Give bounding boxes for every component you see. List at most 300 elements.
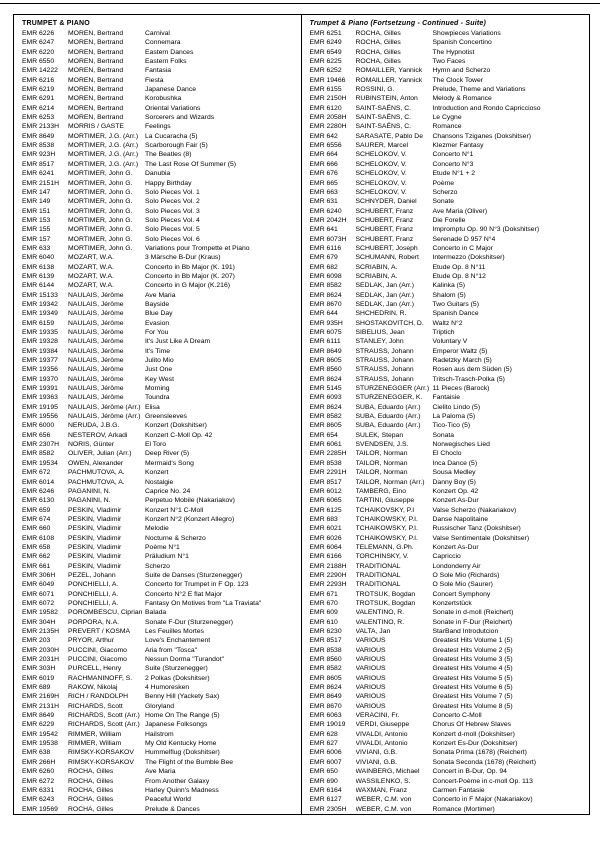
piece-title: Kalinka (5) bbox=[432, 282, 465, 290]
composer-name: SUBA, Eduardo (Arr.) bbox=[355, 403, 421, 411]
piece-title: Japanese Dance bbox=[145, 86, 197, 94]
composer-name: TELEMANN, G.Ph. bbox=[355, 543, 414, 551]
composer-name: VERACINI, Fr. bbox=[355, 712, 400, 720]
piece-title: Konzert As-Dur bbox=[432, 497, 479, 505]
piece-title: Nostalgie bbox=[145, 478, 174, 486]
emr-number: EMR 644 bbox=[309, 310, 338, 318]
emr-number: EMR 6130 bbox=[22, 497, 55, 505]
catalog-row bbox=[310, 468, 587, 477]
piece-title: Blue Day bbox=[145, 310, 173, 318]
composer-name: NAULAIS, Jérôme bbox=[68, 385, 124, 393]
catalog-row bbox=[310, 580, 587, 589]
piece-title: Capriccio bbox=[432, 553, 461, 561]
emr-number: EMR 650 bbox=[309, 768, 338, 776]
emr-number: EMR 8538 bbox=[309, 459, 342, 467]
composer-name: SCHUBERT, Franz bbox=[355, 235, 414, 243]
piece-title: Valse Sentimentale (Dokshitser) bbox=[432, 534, 530, 542]
composer-name: MORRIS / GASTE bbox=[68, 123, 124, 131]
composer-name: VIVIANI, G.B. bbox=[355, 758, 398, 766]
emr-number: EMR 19363 bbox=[22, 394, 58, 402]
composer-name: SUBA, Eduardo (Arr.) bbox=[355, 422, 421, 430]
composer-name: NAULAIS, Jérôme bbox=[68, 319, 124, 327]
catalog-row bbox=[310, 739, 587, 748]
catalog-row bbox=[22, 328, 298, 337]
composer-name: ROCHA, Gilles bbox=[68, 786, 114, 794]
emr-number: EMR 8670 bbox=[309, 702, 342, 710]
composer-name: PAGANINI, N. bbox=[68, 497, 111, 505]
catalog-row bbox=[310, 104, 587, 113]
catalog-row bbox=[310, 421, 587, 430]
piece-title: Chansons Tziganes (Dokshitser) bbox=[432, 132, 531, 140]
piece-title: Konzert As-Dur bbox=[432, 543, 479, 551]
emr-number: EMR 2285H bbox=[309, 450, 347, 458]
emr-number: EMR 6073H bbox=[309, 235, 347, 243]
piece-title: El Toro bbox=[145, 441, 167, 449]
piece-title: Die Forelle bbox=[432, 216, 466, 224]
piece-title: From Another Galaxy bbox=[145, 777, 210, 785]
emr-number: EMR 6214 bbox=[22, 104, 55, 112]
emr-number: EMR 642 bbox=[309, 132, 338, 140]
composer-name: MOREN, Bertrand bbox=[68, 30, 124, 37]
piece-title: Sonate in F-Dur (Reichert) bbox=[432, 618, 513, 626]
catalog-row bbox=[22, 795, 298, 804]
catalog-row bbox=[310, 786, 587, 795]
piece-title: Concert in B-Dur, Op. 94 bbox=[432, 768, 507, 776]
piece-title: StarBand Introdutcion bbox=[432, 628, 499, 635]
composer-name: MORTIMER, J.G. (Arr.) bbox=[68, 151, 139, 159]
composer-name: ROCHA, Gilles bbox=[355, 30, 401, 37]
piece-title: Caprice No. 24 bbox=[145, 487, 191, 495]
catalog-row bbox=[310, 720, 587, 729]
emr-number: EMR 665 bbox=[309, 179, 338, 187]
catalog-row bbox=[310, 122, 587, 131]
catalog-row bbox=[22, 421, 298, 430]
emr-number: EMR 153 bbox=[22, 216, 51, 224]
emr-number: EMR 2030H bbox=[22, 646, 60, 654]
catalog-row bbox=[310, 552, 587, 561]
catalog-row bbox=[22, 449, 298, 458]
piece-title: Concert-Poème in c-moll Op. 113 bbox=[432, 777, 533, 785]
emr-number: EMR 2031H bbox=[22, 656, 60, 664]
section-title-continued: Trumpet & Piano (Fortsetzung - Continued - Suite) bbox=[309, 20, 486, 27]
catalog-row bbox=[310, 169, 587, 178]
section-title: TRUMPET & PIANO bbox=[22, 20, 90, 27]
composer-name: TCHAIKOWSKY, P.I. bbox=[355, 534, 418, 542]
composer-name: TROTSUK, Bogdan bbox=[355, 599, 416, 607]
composer-name: MORTIMER, John G. bbox=[68, 207, 133, 215]
catalog-row bbox=[310, 38, 587, 47]
emr-number: EMR 8649 bbox=[309, 693, 342, 701]
catalog-row bbox=[310, 207, 587, 216]
emr-number: EMR 8560 bbox=[309, 656, 342, 664]
piece-title: Chorus Of Hebrew Slaves bbox=[432, 721, 512, 729]
composer-name: MOREN, Bertrand bbox=[68, 95, 124, 103]
catalog-row bbox=[310, 636, 587, 645]
composer-name: PESKIN, Vladimir bbox=[68, 525, 122, 533]
catalog-row bbox=[310, 76, 587, 85]
piece-title: Sonata Seconda (1678) (Reichert) bbox=[432, 758, 537, 766]
composer-name: PORPORA, N.A. bbox=[68, 618, 119, 626]
catalog-row bbox=[310, 730, 587, 739]
composer-name: STANLEY, John bbox=[355, 338, 404, 346]
catalog-row bbox=[22, 524, 298, 533]
emr-number: EMR 6556 bbox=[309, 142, 342, 150]
catalog-row bbox=[22, 104, 298, 113]
emr-number: EMR 19019 bbox=[309, 721, 346, 729]
emr-number: EMR 19370 bbox=[22, 375, 58, 383]
piece-title: Spanish Dance bbox=[432, 310, 479, 318]
emr-number: EMR 5145 bbox=[309, 385, 342, 393]
emr-number: EMR 2042H bbox=[309, 216, 347, 224]
composer-name: MOZART, W.A. bbox=[68, 282, 114, 290]
emr-number: EMR 151 bbox=[22, 207, 51, 215]
composer-name: VALENTINO, R. bbox=[355, 609, 405, 617]
composer-name: MORTIMER, John G. bbox=[68, 235, 133, 243]
composer-name: PUCCINI, Giacomo bbox=[68, 646, 127, 654]
composer-name: RACHMANINOFF, S. bbox=[68, 674, 133, 682]
catalog-row bbox=[310, 57, 587, 66]
piece-title: Rosen aus dem Süden (5) bbox=[432, 366, 512, 374]
catalog-row bbox=[22, 599, 298, 608]
catalog-row bbox=[310, 179, 587, 188]
catalog-row bbox=[310, 515, 587, 524]
piece-title: Le Cygne bbox=[432, 114, 462, 122]
piece-title: Suite (Sturzenegger) bbox=[145, 665, 208, 673]
catalog-row bbox=[22, 777, 298, 786]
piece-title: Solo Pieces Vol. 4 bbox=[145, 216, 200, 224]
composer-name: RICHARDS, Scott (Arr.) bbox=[68, 721, 140, 729]
piece-title: Greatest Hits Volume 1 (5) bbox=[432, 637, 513, 645]
piece-title: Prelude & Dances bbox=[145, 805, 200, 813]
emr-number: EMR 306H bbox=[22, 571, 56, 579]
catalog-row bbox=[22, 674, 298, 683]
emr-number: EMR 6247 bbox=[22, 39, 55, 47]
composer-name: WEBER, C.M. von bbox=[355, 805, 412, 813]
composer-name: RICHARDS, Scott (Arr.) bbox=[68, 712, 140, 720]
composer-name: TRADITIONAL bbox=[355, 571, 401, 579]
catalog-row bbox=[310, 562, 587, 571]
emr-number: EMR 670 bbox=[309, 599, 338, 607]
composer-name: RIMMER, William bbox=[68, 730, 122, 738]
emr-number: EMR 8624 bbox=[309, 375, 342, 383]
catalog-row bbox=[22, 48, 298, 57]
composer-name: TORCHINSKY, V. bbox=[355, 553, 409, 561]
catalog-row bbox=[22, 244, 298, 253]
piece-title: Carmen Fantasie bbox=[432, 786, 485, 794]
emr-number: EMR 923H bbox=[22, 151, 56, 159]
piece-title: Eastern Dances bbox=[145, 48, 194, 56]
composer-name: MOREN, Bertrand bbox=[68, 48, 124, 56]
emr-number: EMR 935H bbox=[309, 319, 343, 327]
composer-name: VIVALDI, Antonio bbox=[355, 730, 408, 738]
composer-name: VARIOUS bbox=[355, 646, 386, 654]
catalog-row bbox=[310, 534, 587, 543]
emr-number: EMR 8538 bbox=[22, 142, 55, 150]
emr-number: EMR 8582 bbox=[309, 282, 342, 290]
emr-number: EMR 6139 bbox=[22, 272, 55, 280]
piece-title: Präludium N°1 bbox=[145, 553, 189, 561]
emr-number: EMR 147 bbox=[22, 188, 51, 196]
emr-number: EMR 6120 bbox=[309, 104, 342, 112]
catalog-row bbox=[310, 356, 587, 365]
composer-name: SHCHEDRIN, R. bbox=[355, 310, 407, 318]
catalog-row bbox=[22, 76, 298, 85]
catalog-row bbox=[22, 767, 298, 776]
catalog-row bbox=[310, 291, 587, 300]
catalog-table bbox=[13, 14, 590, 815]
piece-title: Sorcerers and Wizards bbox=[145, 114, 215, 122]
catalog-row bbox=[22, 150, 298, 159]
emr-number: EMR 2151H bbox=[22, 179, 60, 187]
composer-name: PESKIN, Vladimir bbox=[68, 515, 122, 523]
composer-name: STURZENEGGER, K. bbox=[355, 394, 423, 402]
piece-title: Bayside bbox=[145, 300, 170, 308]
composer-name: ROSSINI, G. bbox=[355, 86, 395, 94]
piece-title: La Paloma (5) bbox=[432, 413, 476, 421]
emr-number: EMR 8517 bbox=[22, 160, 55, 168]
composer-name: PUCCINI, Giacomo bbox=[68, 656, 127, 664]
catalog-row bbox=[310, 412, 587, 421]
piece-title: Love's Enchantement bbox=[145, 637, 211, 645]
piece-title: Concerto C-Moll bbox=[432, 712, 482, 720]
catalog-row bbox=[22, 94, 298, 103]
composer-name: WAXMAN, Franz bbox=[355, 786, 407, 794]
catalog-row bbox=[310, 627, 587, 636]
composer-name: VARIOUS bbox=[355, 665, 386, 673]
catalog-row bbox=[310, 66, 587, 75]
piece-title: Introduction and Rondo Capriccioso bbox=[432, 104, 541, 112]
catalog-row bbox=[310, 272, 587, 281]
catalog-row bbox=[22, 356, 298, 365]
composer-name: VALTA, Jan bbox=[355, 628, 391, 635]
piece-title: 4 Humoresken bbox=[145, 684, 190, 692]
composer-name: MORTIMER, John G. bbox=[68, 198, 133, 206]
emr-number: EMR 6063 bbox=[309, 712, 342, 720]
catalog-row bbox=[22, 468, 298, 477]
emr-number: EMR 660 bbox=[22, 525, 51, 533]
composer-name: SCHELOKOV, V. bbox=[355, 179, 407, 187]
emr-number: EMR 19466 bbox=[309, 76, 346, 84]
piece-title: Solo Pieces Vol. 1 bbox=[145, 188, 200, 196]
piece-title: Solo Pieces Vol. 3 bbox=[145, 207, 200, 215]
catalog-row bbox=[22, 235, 298, 244]
catalog-row bbox=[22, 487, 298, 496]
composer-name: PONCHIELLI, A. bbox=[68, 581, 119, 589]
piece-title: Deep River (5) bbox=[145, 450, 190, 458]
composer-name: TAILOR, Norman bbox=[355, 450, 408, 458]
catalog-row bbox=[22, 393, 298, 402]
composer-name: VIVIANI, G.B. bbox=[355, 749, 398, 757]
emr-number: EMR 2150H bbox=[309, 95, 347, 103]
catalog-row bbox=[310, 347, 587, 356]
composer-name: MOZART, W.A. bbox=[68, 272, 114, 280]
piece-title: Konzert C-Moll Op. 42 bbox=[145, 431, 213, 439]
composer-name: MORTIMER, John G. bbox=[68, 216, 133, 224]
piece-title: Ave Maria bbox=[145, 768, 176, 776]
catalog-row bbox=[22, 291, 298, 300]
composer-name: MOZART, W.A. bbox=[68, 263, 114, 271]
catalog-row bbox=[310, 375, 587, 384]
composer-name: SAINT-SAËNS, C. bbox=[355, 114, 412, 122]
emr-number: EMR 6251 bbox=[309, 30, 342, 37]
composer-name: VARIOUS bbox=[355, 684, 386, 692]
catalog-row bbox=[22, 337, 298, 346]
piece-title: Home On The Range (5) bbox=[145, 712, 220, 720]
composer-name: MORTIMER, J.G. (Arr.) bbox=[68, 160, 139, 168]
emr-number: EMR 8670 bbox=[309, 300, 342, 308]
emr-number: EMR 609 bbox=[309, 609, 338, 617]
catalog-row bbox=[22, 562, 298, 571]
piece-title: Emperor Waltz (5) bbox=[432, 347, 488, 355]
piece-title: Greatest Hits Volume 5 (5) bbox=[432, 674, 513, 682]
catalog-row bbox=[22, 440, 298, 449]
composer-name: WASSILENKO, S. bbox=[355, 777, 411, 785]
composer-name: SCRIABIN, A. bbox=[355, 263, 398, 271]
catalog-row bbox=[310, 160, 587, 169]
piece-title: Romance bbox=[432, 123, 462, 131]
composer-name: SCHUMANN, Robert bbox=[355, 254, 419, 262]
emr-number: EMR 14222 bbox=[22, 67, 58, 75]
piece-title: Solo Pieces Vol. 2 bbox=[145, 198, 200, 206]
emr-number: EMR 6166 bbox=[309, 553, 342, 561]
emr-number: EMR 671 bbox=[309, 590, 338, 598]
emr-number: EMR 666 bbox=[309, 160, 338, 168]
catalog-row bbox=[310, 216, 587, 225]
catalog-row bbox=[310, 767, 587, 776]
composer-name: MOREN, Bertrand bbox=[68, 114, 124, 122]
piece-title: Connemara bbox=[145, 39, 181, 47]
piece-title: Ave Maria (Oliver) bbox=[432, 207, 488, 215]
emr-number: EMR 6026 bbox=[309, 534, 342, 542]
composer-name: STRAUSS, Johann bbox=[355, 357, 414, 365]
piece-title: Morning bbox=[145, 385, 170, 393]
emr-number: EMR 672 bbox=[22, 469, 51, 477]
composer-name: ROMAILLER, Yannick bbox=[355, 76, 423, 84]
catalog-row bbox=[22, 506, 298, 515]
composer-name: SCHNYDER, Daniel bbox=[355, 198, 417, 206]
catalog-row bbox=[22, 216, 298, 225]
emr-number: EMR 2188H bbox=[309, 562, 347, 570]
catalog-row bbox=[310, 384, 587, 393]
composer-name: STRAUSS, Johann bbox=[355, 375, 414, 383]
emr-number: EMR 19534 bbox=[22, 459, 58, 467]
catalog-row bbox=[22, 85, 298, 94]
emr-number: EMR 6253 bbox=[22, 114, 55, 122]
piece-title: Two Faces bbox=[432, 58, 466, 66]
catalog-row bbox=[22, 543, 298, 552]
catalog-column-left bbox=[14, 15, 302, 814]
composer-name: TRADITIONAL bbox=[355, 562, 401, 570]
piece-title: Hailstrom bbox=[145, 730, 174, 738]
emr-number: EMR 2131H bbox=[22, 702, 60, 710]
composer-name: MORTIMER, John G. bbox=[68, 226, 133, 234]
composer-name: TROTSUK, Bogdan bbox=[355, 590, 416, 598]
emr-number: EMR 304H bbox=[22, 618, 56, 626]
piece-title: Cielito Lindo (5) bbox=[432, 403, 481, 411]
composer-name: NAULAIS, Jérôme bbox=[68, 338, 124, 346]
emr-number: EMR 19349 bbox=[22, 310, 58, 318]
catalog-row bbox=[22, 431, 298, 440]
catalog-row bbox=[22, 263, 298, 272]
composer-name: RICH / RANDOLPH bbox=[68, 693, 129, 701]
emr-number: EMR 6007 bbox=[309, 758, 342, 766]
piece-title: Prelude, Theme and Variations bbox=[432, 86, 526, 94]
composer-name: RAKOW, Nikolaj bbox=[68, 684, 118, 692]
piece-title: Greatest Hits Volume 7 (5) bbox=[432, 693, 513, 701]
emr-number: EMR 8624 bbox=[309, 684, 342, 692]
piece-title: Balada bbox=[145, 609, 167, 617]
catalog-row bbox=[22, 720, 298, 729]
composer-name: SCHUBERT, Franz bbox=[355, 216, 414, 224]
emr-number: EMR 8517 bbox=[309, 478, 342, 486]
piece-title: It's Time bbox=[145, 347, 171, 355]
catalog-row bbox=[22, 692, 298, 701]
emr-number: EMR 8560 bbox=[309, 366, 342, 374]
composer-name: PREVERT / KOSMA bbox=[68, 628, 131, 635]
emr-number: EMR 6230 bbox=[309, 628, 342, 635]
emr-number: EMR 19384 bbox=[22, 347, 58, 355]
piece-title: Gloryland bbox=[145, 702, 175, 710]
catalog-row bbox=[22, 57, 298, 66]
composer-name: MORTIMER, John G. bbox=[68, 170, 133, 178]
catalog-row bbox=[22, 730, 298, 739]
emr-number: EMR 6219 bbox=[22, 86, 55, 94]
composer-name: PACHMUTOVA, A. bbox=[68, 478, 125, 486]
piece-title: Japanese Folksongs bbox=[145, 721, 208, 729]
catalog-row bbox=[310, 664, 587, 673]
catalog-row bbox=[310, 337, 587, 346]
emr-number: EMR 6241 bbox=[22, 170, 55, 178]
emr-number: EMR 631 bbox=[309, 198, 338, 206]
catalog-row bbox=[22, 197, 298, 206]
emr-number: EMR 155 bbox=[22, 226, 51, 234]
composer-name: VARIOUS bbox=[355, 674, 386, 682]
catalog-row bbox=[310, 113, 587, 122]
emr-number: EMR 633 bbox=[22, 244, 51, 252]
piece-title: Impromptu Op. 90 N°3 (Dokshitser) bbox=[432, 226, 540, 234]
emr-number: EMR 19335 bbox=[22, 329, 58, 336]
emr-number: EMR 6260 bbox=[22, 768, 55, 776]
catalog-row bbox=[310, 319, 587, 328]
piece-title: Hummelflug (Dokshitser) bbox=[145, 749, 220, 757]
piece-title: Happy Birthday bbox=[145, 179, 192, 187]
composer-name: SAINT-SAËNS, C. bbox=[355, 104, 412, 112]
piece-title: Concerto for Trumpet in F Op. 123 bbox=[145, 581, 249, 589]
catalog-row bbox=[22, 300, 298, 309]
emr-number: EMR 689 bbox=[22, 684, 51, 692]
emr-number: EMR 19195 bbox=[22, 403, 58, 411]
catalog-row bbox=[22, 683, 298, 692]
piece-title: Sonate in d-moll (Reichert) bbox=[432, 609, 514, 617]
composer-name: TCHAIKOWSKY, P.I. bbox=[355, 515, 418, 523]
emr-number: EMR 19538 bbox=[22, 740, 58, 748]
composer-name: WEBER, C.M. von bbox=[355, 796, 412, 804]
composer-name: STRAUSS, Johann bbox=[355, 366, 414, 374]
emr-number: EMR 6272 bbox=[22, 777, 55, 785]
piece-title: Harley Quinn's Madness bbox=[145, 786, 219, 794]
composer-name: MOREN, Bertrand bbox=[68, 67, 124, 75]
piece-title: Greatest Hits Volume 8 (5) bbox=[432, 702, 513, 710]
catalog-row bbox=[310, 683, 587, 692]
piece-title: Nessun Dorma "Turandot" bbox=[145, 656, 224, 664]
piece-title: Konzert Op. 42 bbox=[432, 487, 479, 495]
catalog-row bbox=[310, 132, 587, 141]
composer-name: SEDLAK, Jan (Arr.) bbox=[355, 300, 415, 308]
composer-name: ROCHA, Gilles bbox=[355, 58, 401, 66]
catalog-row bbox=[22, 347, 298, 356]
emr-number: EMR 6049 bbox=[22, 581, 55, 589]
piece-title: Sonate F-Dur (Sturzenegger) bbox=[145, 618, 234, 626]
